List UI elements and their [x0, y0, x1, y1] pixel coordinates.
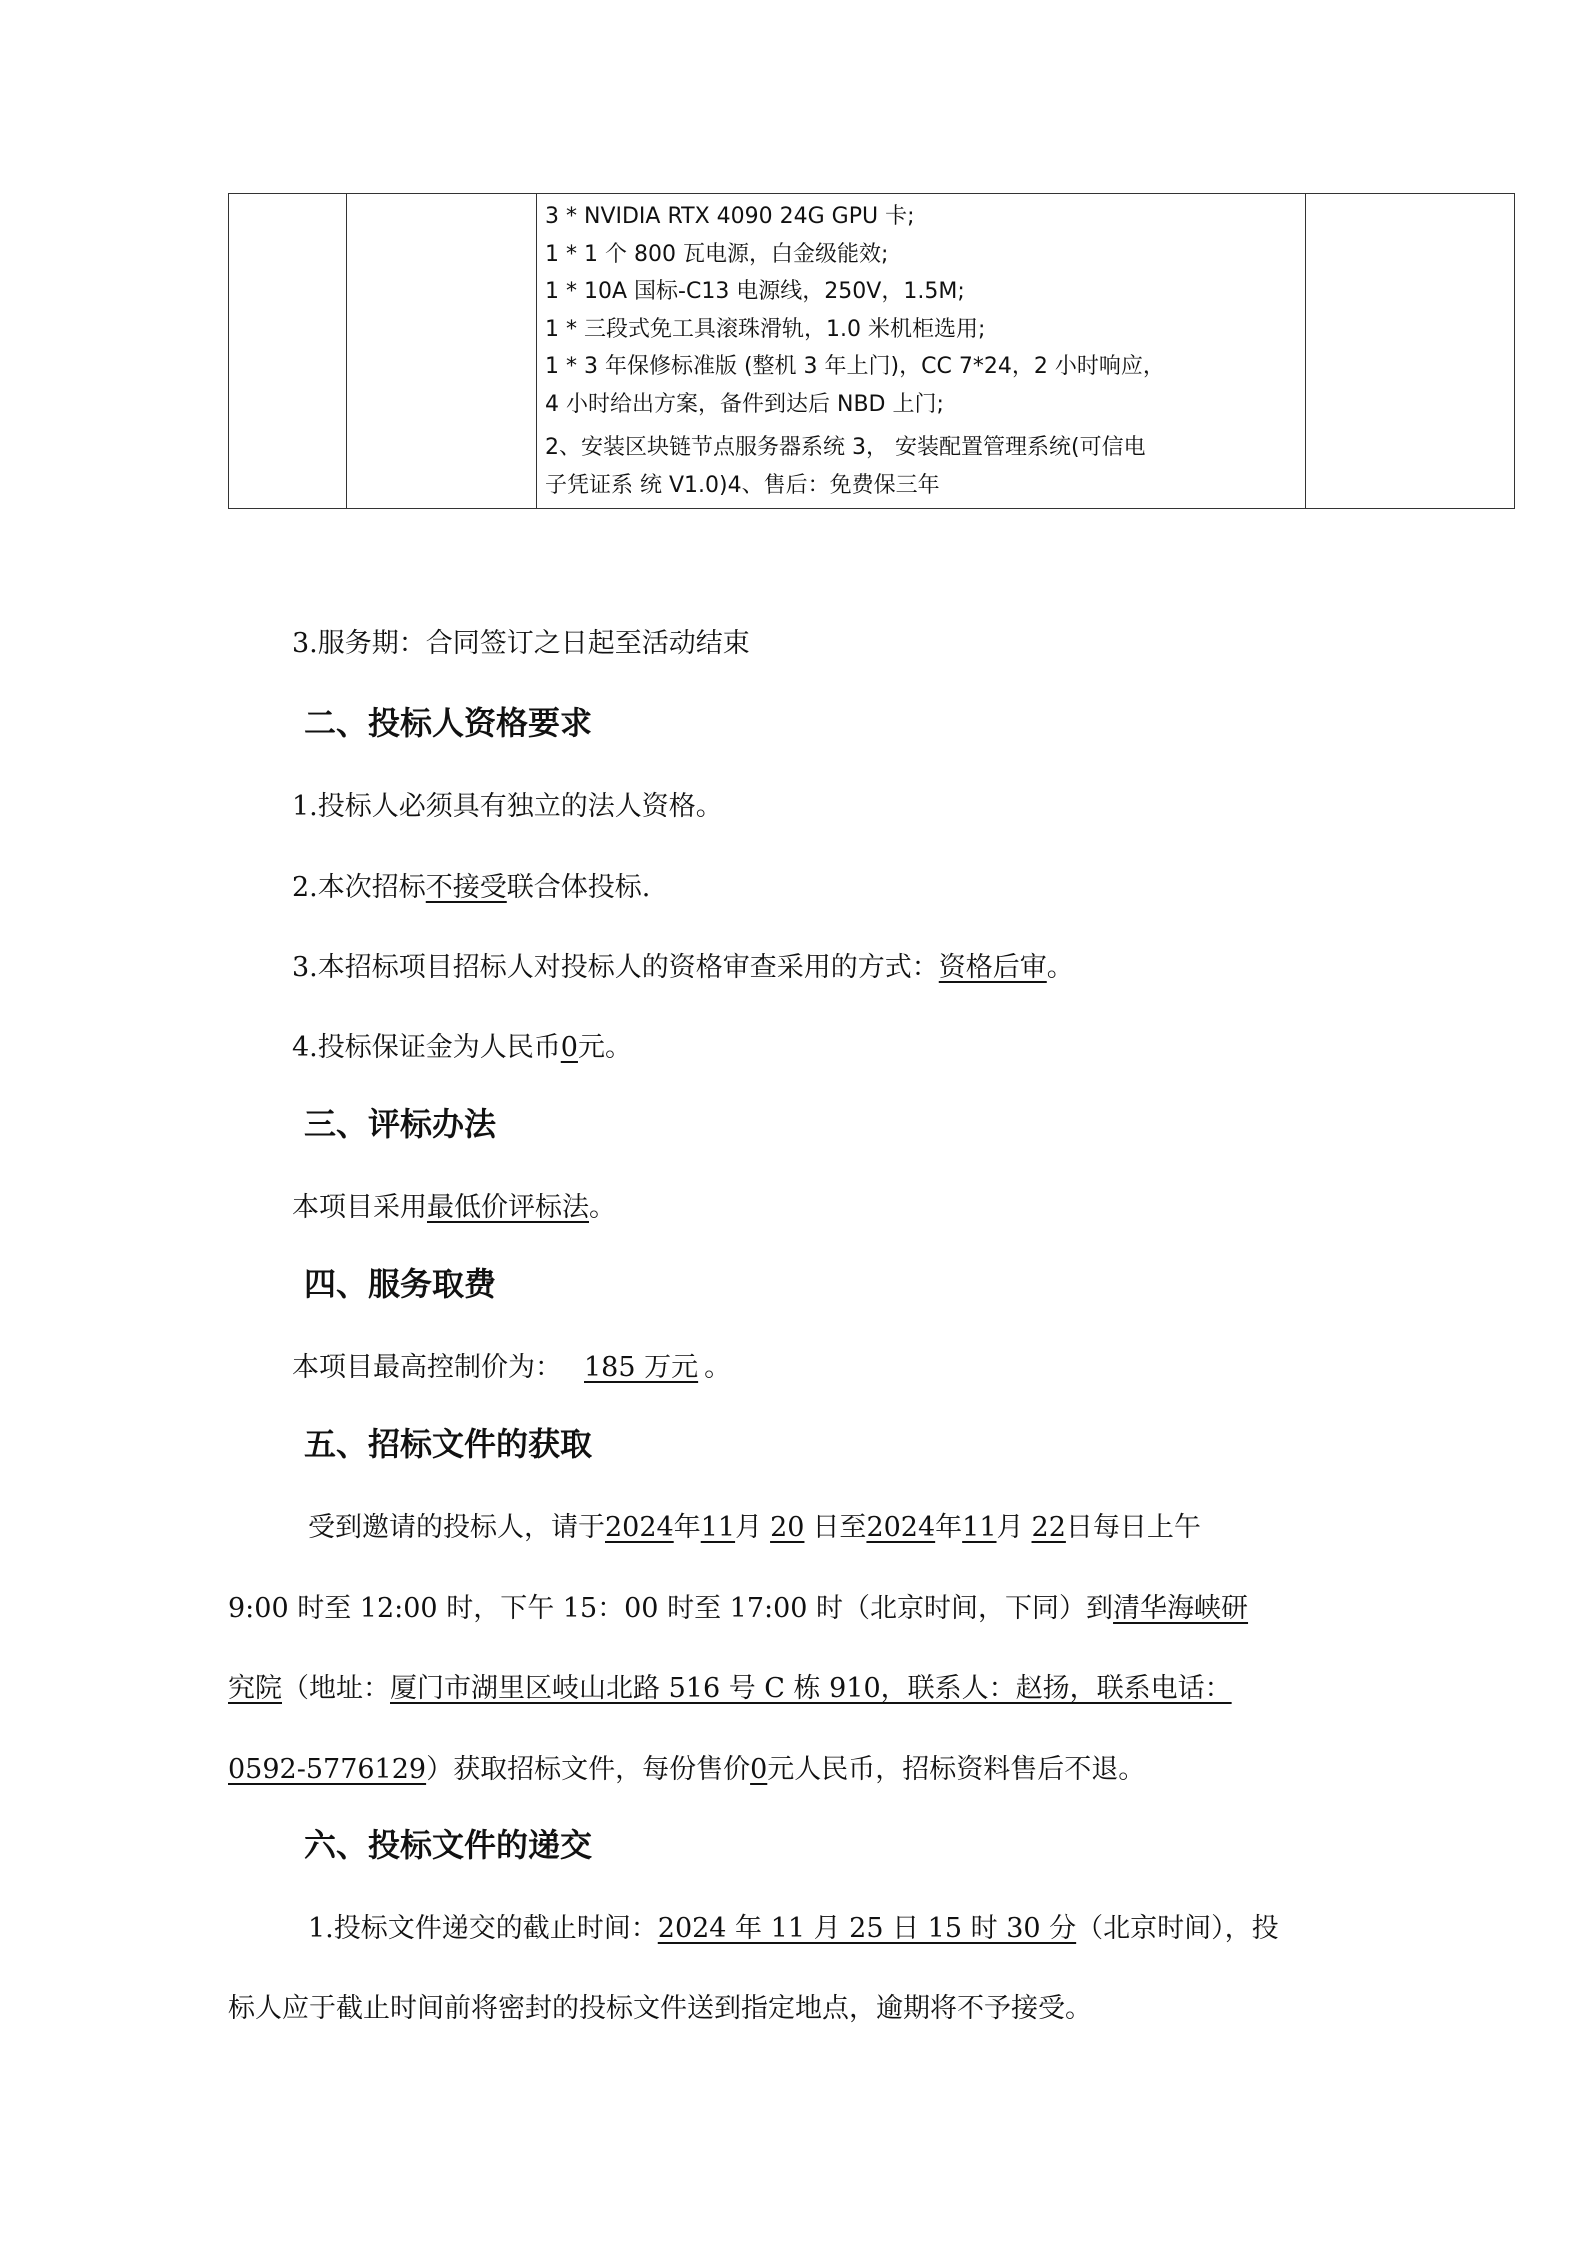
text-fragment: 本项目最高控制价为：: [292, 1352, 562, 1383]
spec-line: 1 * 三段式免工具滚珠滑轨，1.0 米机柜选用;: [545, 316, 986, 342]
spec-line: 子凭证系 统 V1.0)4、售后：免费保三年: [545, 472, 940, 498]
underlined-value: 清华海峡研: [1113, 1593, 1249, 1624]
underlined-value: 2024 年 11 月 25 日 15 时 30 分: [657, 1913, 1077, 1944]
table-cell-index: [229, 194, 347, 509]
underlined-value: 资格后审: [938, 952, 1047, 983]
underlined-value: 不接受: [425, 872, 507, 903]
qualification-item-1: 1.投标人必须具有独立的法人资格。: [292, 791, 723, 822]
table-row: [229, 194, 1515, 509]
evaluation-method: [292, 1188, 616, 1228]
underlined-value: 185 万元: [584, 1352, 699, 1383]
spec-line: 1 * 1 个 800 瓦电源，白金级能效;: [545, 241, 889, 267]
text-fragment: 2.本次招标: [292, 872, 426, 903]
section-heading-submission: 六、投标文件的递交: [304, 1826, 593, 1864]
text-fragment: 4.投标保证金为人民币: [292, 1032, 561, 1063]
spec-line: 2、安装区块链节点服务器系统 3， 安装配置管理系统(可信电: [545, 435, 1146, 460]
acquisition-line-2: 9:00 时至 12:00 时，下午 15：00 时至 17:00 时（北京时间，下同）到清华海峡研: [228, 1593, 1249, 1624]
spec-line: 1 * 3 年保修标准版 (整机 3 年上门)，CC 7*24，2 小时响应，: [545, 354, 1165, 379]
underlined-value: 2024: [605, 1512, 674, 1543]
underlined-value: 厦门市湖里区岐山北路 516 号 C 栋 910，联系人：赵扬，联系电话：: [390, 1673, 1232, 1704]
underlined-value: 究院: [228, 1673, 282, 1704]
text-fragment: 3.本招标项目招标人对投标人的资格审查采用的方式：: [292, 952, 939, 983]
underlined-value: 0592-5776129: [228, 1754, 427, 1785]
underlined-value: 0: [560, 1032, 578, 1063]
specification-table: [228, 193, 1515, 509]
submission-line-2: 标人应于截止时间前将密封的投标文件送到指定地点，逾期将不予接受。: [228, 1993, 1092, 2024]
submission-line-1: 1.投标文件递交的截止时间：2024 年 11 月 25 日 15 时 30 分（北京时间），投: [308, 1913, 1279, 1944]
acquisition-line-4: 0592-5776129）获取招标文件，每份售价0元人民币，招标资料售后不退。: [228, 1754, 1146, 1785]
max-price: [292, 1348, 731, 1388]
underlined-value: 0: [750, 1754, 768, 1785]
section-heading-qualification: 二、投标人资格要求: [304, 704, 593, 742]
spec-line: 1 * 10A 国标-C13 电源线，250V，1.5M;: [545, 279, 965, 304]
underlined-value: 20: [770, 1512, 805, 1543]
table-cell-remark: [1306, 194, 1515, 509]
text-fragment: 元。: [577, 1032, 632, 1063]
text-fragment: 。: [1046, 952, 1074, 983]
section-heading-fees: 四、服务取费: [304, 1265, 497, 1303]
qualification-item-2: [292, 868, 650, 908]
table-cell-name: [347, 194, 537, 509]
acquisition-line-3: 究院（地址：厦门市湖里区岐山北路 516 号 C 栋 910，联系人：赵扬，联系电话：: [228, 1673, 1232, 1704]
text-fragment: 联合体投标.: [506, 872, 651, 903]
qualification-item-3: [292, 948, 1074, 988]
section-heading-acquisition: 五、招标文件的获取: [304, 1425, 593, 1463]
text-fragment: 。: [704, 1352, 732, 1383]
text-fragment: 本项目采用: [292, 1192, 427, 1223]
text-fragment: 。: [589, 1192, 616, 1223]
underlined-value: 11: [962, 1512, 997, 1543]
underlined-value: 11: [700, 1512, 736, 1543]
qualification-item-4: [292, 1028, 632, 1068]
underlined-value: 2024: [866, 1512, 936, 1543]
acquisition-line-1: 受到邀请的投标人，请于2024年11月 20 日至2024年11月 22日每日上午: [308, 1512, 1201, 1543]
spec-line: 4 小时给出方案，备件到达后 NBD 上门;: [545, 391, 944, 417]
section-heading-evaluation: 三、评标办法: [304, 1105, 497, 1143]
table-cell-specification: [537, 194, 1306, 509]
underlined-value: 22: [1031, 1512, 1066, 1543]
underlined-value: 最低价评标法: [427, 1192, 589, 1223]
spec-line: 3 * NVIDIA RTX 4090 24G GPU 卡;: [545, 204, 915, 229]
service-period: 3.服务期：合同签订之日起至活动结束: [292, 628, 750, 659]
